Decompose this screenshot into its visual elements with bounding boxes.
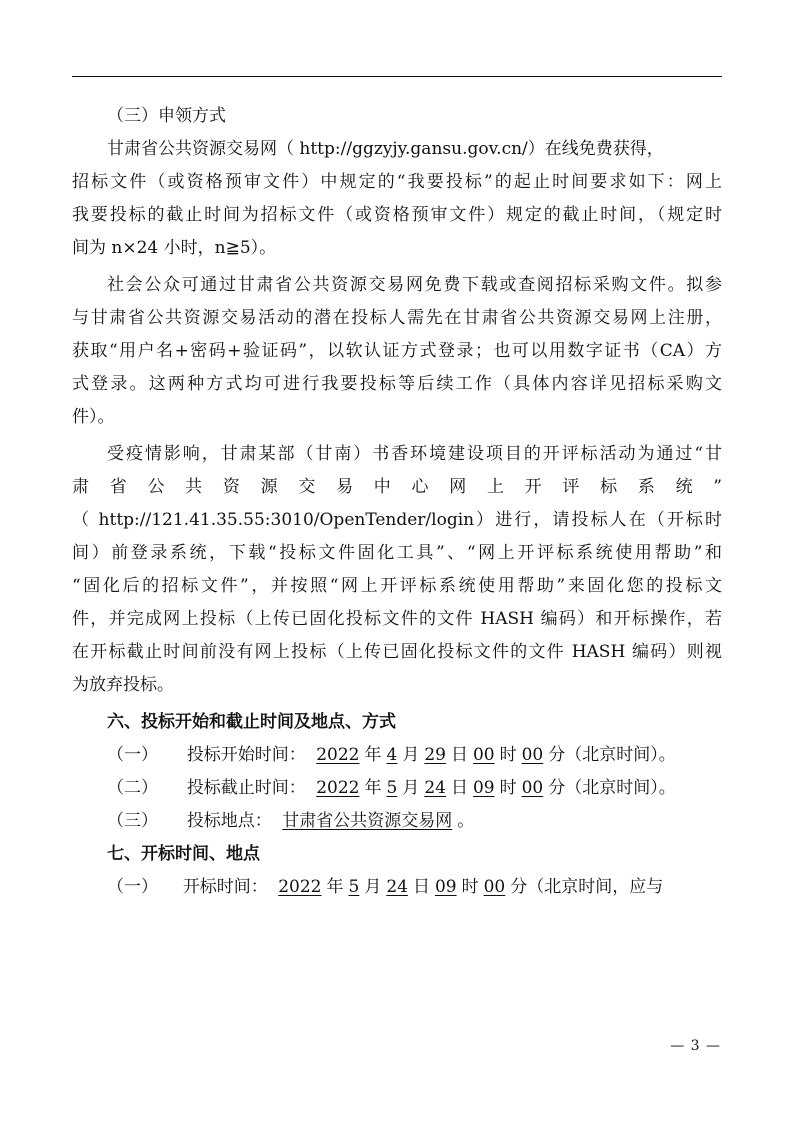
- unit-beijing: 分（北京时间）。: [548, 745, 676, 765]
- period: 。: [457, 811, 475, 831]
- text-line: 式登录。这两种方式均可进行我要投标等后续工作（具体内容详见招标采购文: [72, 374, 722, 394]
- text-line: “固化后的招标文件”，并按照“网上开评标系统使用帮助”来固化您的投标文: [72, 576, 722, 596]
- unit-month: 月: [402, 745, 420, 765]
- day-value: 24: [386, 877, 408, 897]
- item-index: （一）: [107, 745, 158, 765]
- item-label: 投标截止时间：: [186, 778, 306, 798]
- text-line: （ http://121.41.35.55:3010/OpenTender/login）进行，请投标人在（开标时: [72, 510, 722, 530]
- bid-place-line: [72, 805, 722, 838]
- text-line: 间为 n×24 小时，n≧5）。: [72, 238, 277, 258]
- unit-day: 日: [450, 778, 468, 798]
- year-value: 2022: [316, 745, 360, 765]
- unit-hour: 时: [499, 778, 517, 798]
- unit-year: 年: [326, 877, 344, 897]
- hour-value: 09: [434, 877, 457, 897]
- hour-value: 09: [472, 778, 495, 798]
- text-line: 甘肃省公共资源交易网（ http://ggzyjy.gansu.gov.cn/）在线免费获得，: [107, 139, 664, 159]
- hour-value: 00: [472, 745, 495, 765]
- unit-hour: 时: [461, 877, 479, 897]
- text-line: 为放弃投标。: [72, 675, 174, 695]
- day-value: 29: [424, 745, 446, 765]
- text-line: 社会公众可通过甘肃省公共资源交易网免费下载或查阅招标采购文件。拟参: [107, 275, 722, 295]
- month-value: 4: [386, 745, 398, 765]
- text-line: 受疫情影响，甘肃某部（甘南）书香环境建设项目的开评标活动为通过“甘: [107, 444, 722, 464]
- item-index: （一）: [107, 877, 158, 897]
- subheading-application-method: （三）申领方式: [107, 106, 226, 126]
- item-label: 开标时间：: [182, 877, 268, 897]
- text-line: 与甘肃省公共资源交易活动的潜在投标人需先在甘肃省公共资源交易网上注册，: [72, 308, 722, 328]
- bid-start-time-line: [72, 739, 722, 772]
- unit-beijing: 分（北京时间）。: [548, 778, 676, 798]
- paragraph-access: [72, 133, 722, 265]
- text-line: 件）。: [72, 407, 115, 427]
- unit-year: 年: [364, 778, 382, 798]
- document-body: [72, 100, 722, 904]
- text-line: 肃 省 公 共 资 源 交 易 中 心 网 上 开 评 标 系 统 ”: [72, 477, 722, 497]
- minute-value: 00: [521, 778, 544, 798]
- section-heading-6: 六、投标开始和截止时间及地点、方式: [107, 712, 396, 732]
- opening-time-line: [72, 871, 722, 904]
- unit-month: 月: [364, 877, 382, 897]
- bid-end-time-line: [72, 772, 722, 805]
- unit-month: 月: [402, 778, 420, 798]
- paragraph-online-bidding: [72, 438, 722, 702]
- year-value: 2022: [316, 778, 360, 798]
- text-line: 获取“用户名+密码+验证码”，以软认证方式登录；也可以用数字证书（CA）方: [72, 341, 722, 361]
- opening-time-suffix: 分（北京时间，应与: [510, 877, 664, 897]
- unit-day: 日: [450, 745, 468, 765]
- text-line: 我要投标的截止时间为招标文件（或资格预审文件）规定的截止时间，（规定时: [72, 205, 722, 225]
- unit-hour: 时: [499, 745, 517, 765]
- unit-year: 年: [364, 745, 382, 765]
- item-index: （二）: [107, 778, 158, 798]
- minute-value: 00: [483, 877, 506, 897]
- header-rule: [72, 76, 722, 77]
- text-line: 间）前登录系统，下载“投标文件固化工具”、“网上开评标系统使用帮助”和: [72, 543, 722, 563]
- item-label: 投标开始时间：: [186, 745, 306, 765]
- section-heading-7: 七、开标时间、地点: [107, 844, 260, 864]
- month-value: 5: [348, 877, 360, 897]
- text-line: 招标文件（或资格预审文件）中规定的“我要投标”的起止时间要求如下：网上: [72, 172, 722, 192]
- text-line: 在开标截止时间前没有网上投标（上传已固化投标文件的文件 HASH 编码）则视: [72, 642, 722, 662]
- unit-day: 日: [412, 877, 430, 897]
- page-number: — 3 —: [670, 1038, 721, 1054]
- year-value: 2022: [278, 877, 322, 897]
- day-value: 24: [424, 778, 446, 798]
- month-value: 5: [386, 778, 398, 798]
- text-line: 件，并完成网上投标（上传已固化投标文件的文件 HASH 编码）和开标操作，若: [72, 609, 722, 629]
- bid-place-value: 甘肃省公共资源交易网: [282, 811, 453, 831]
- item-index: （三）: [107, 811, 158, 831]
- paragraph-registration: [72, 269, 722, 434]
- item-label: 投标地点：: [186, 811, 272, 831]
- minute-value: 00: [521, 745, 544, 765]
